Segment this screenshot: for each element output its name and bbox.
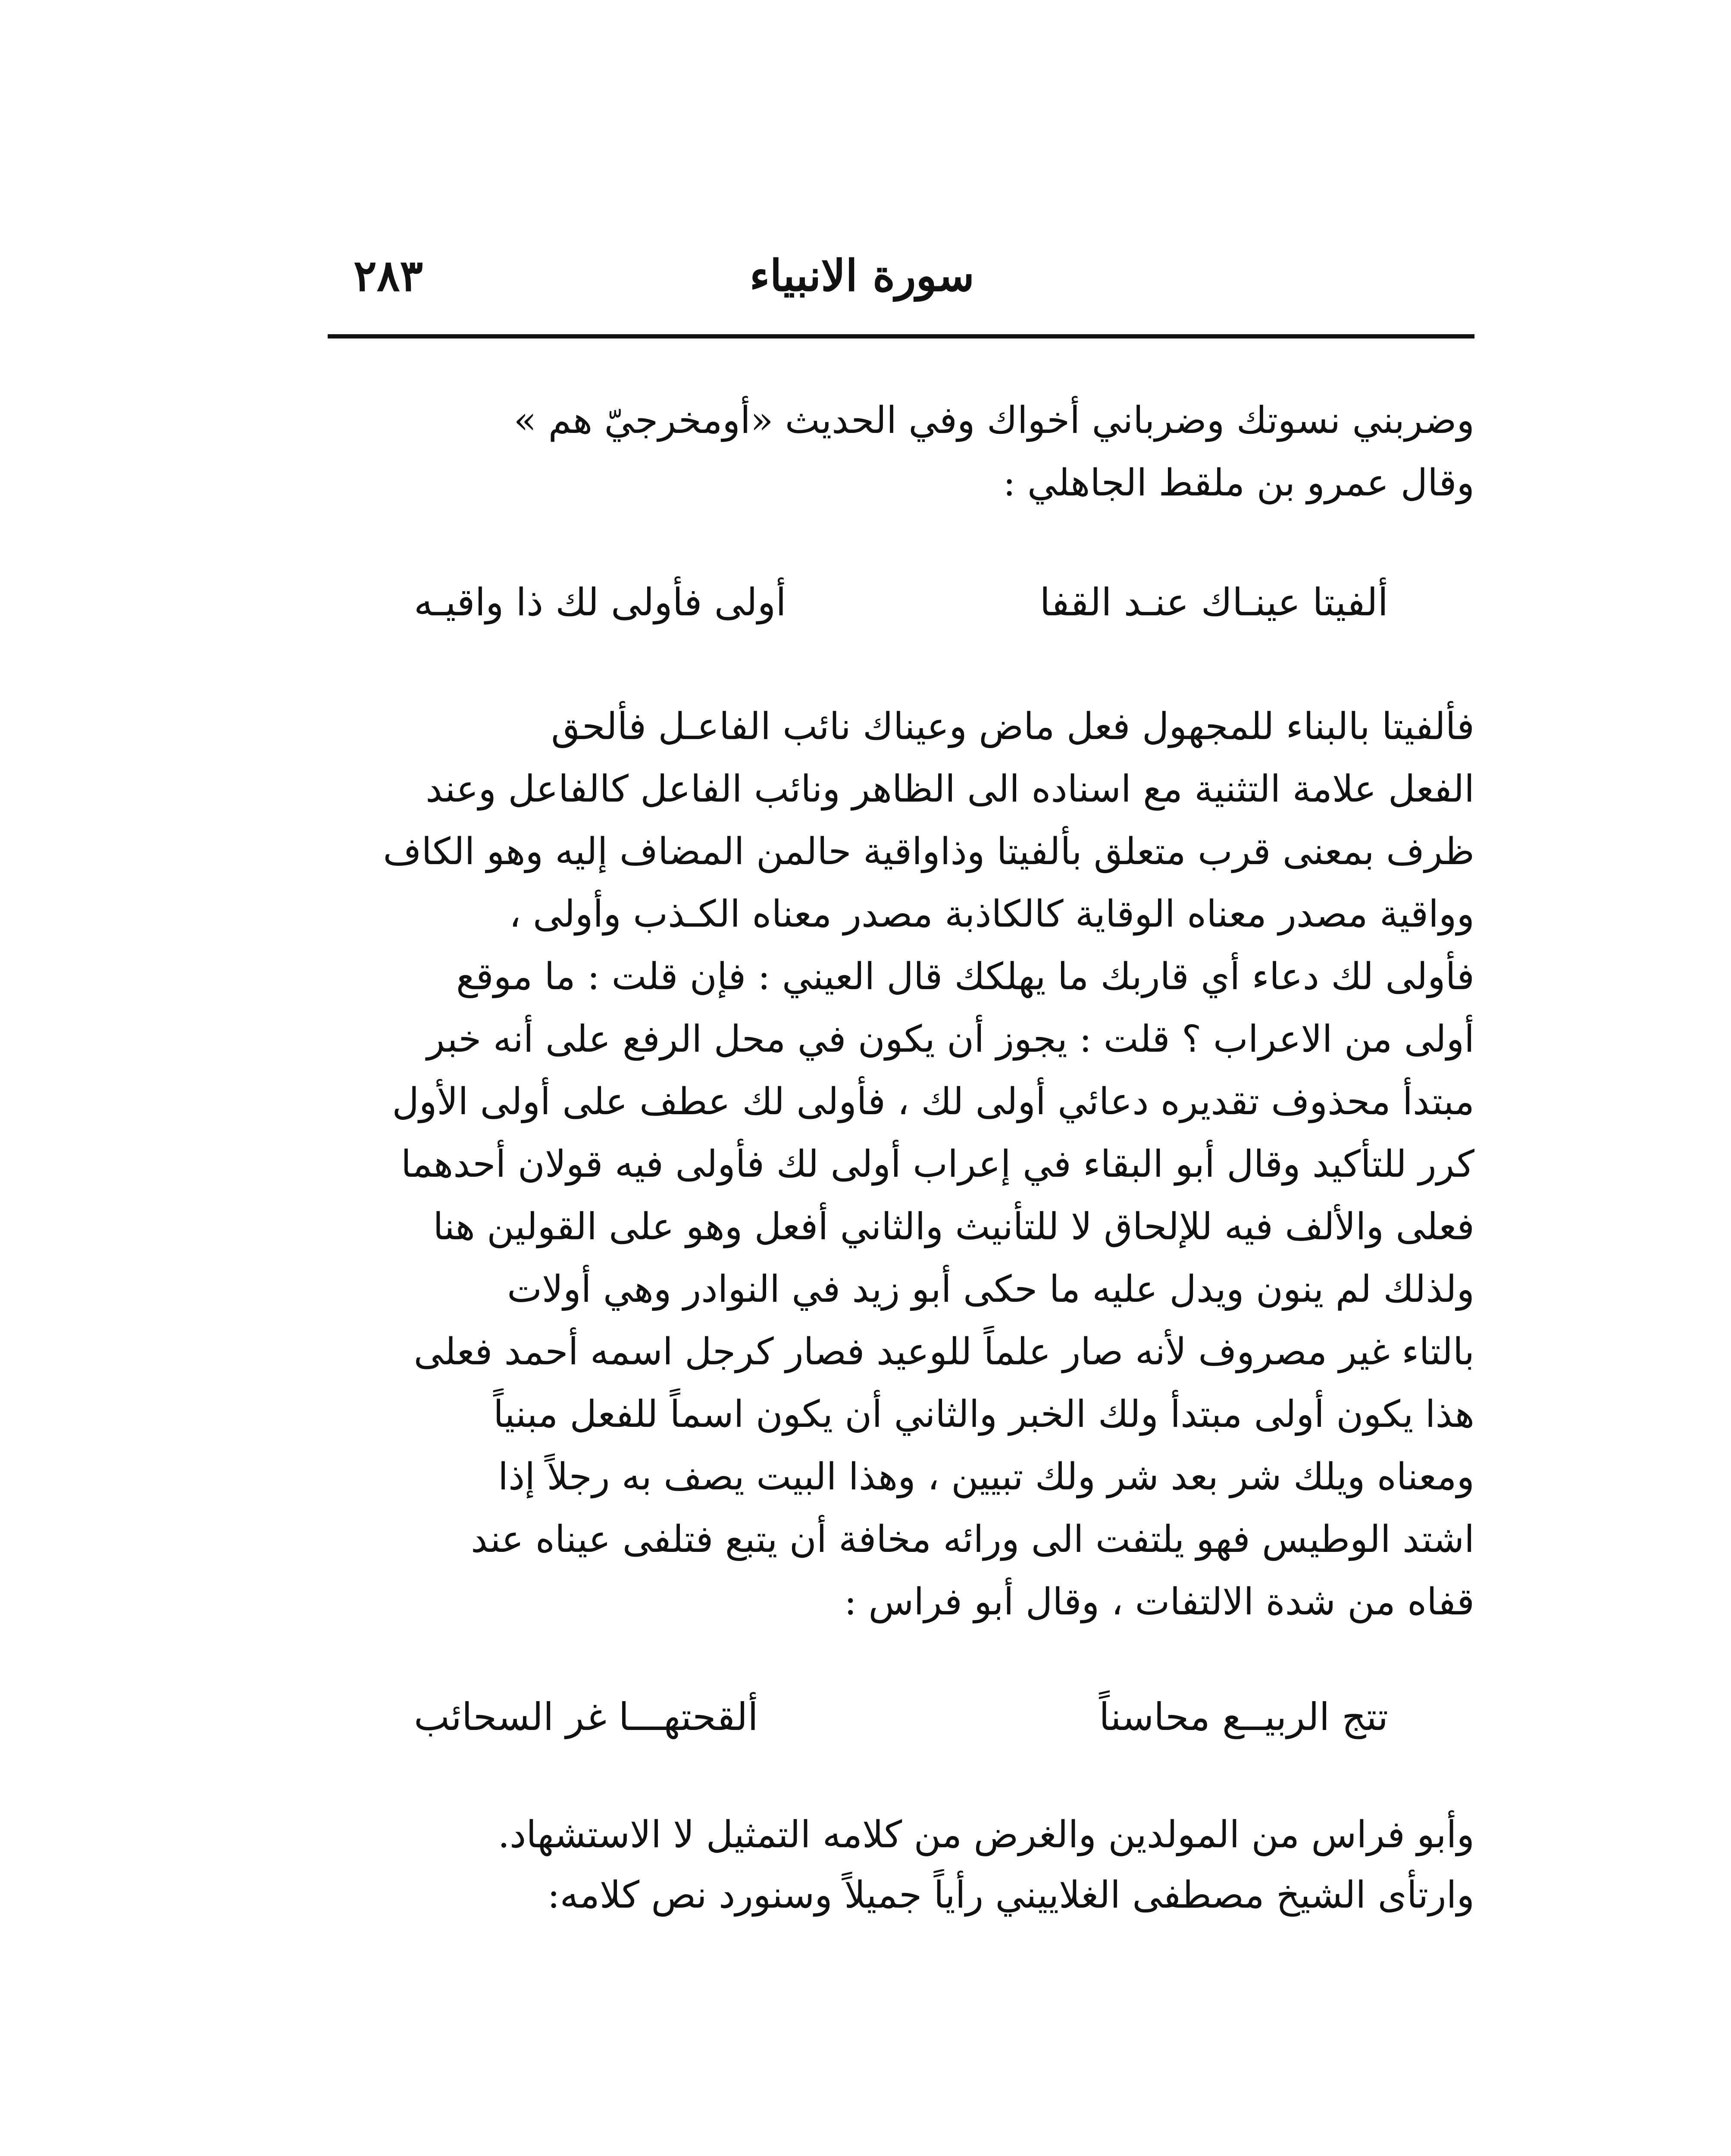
paragraph-line: كرر للتأكيد وقال أبو البقاء في إعراب أولى لك فأولى فيه قولان أحدهما xyxy=(401,1143,1474,1186)
paragraph-line: هذا يكون أولى مبتدأ ولك الخبر والثاني أن يكون اسماً للفعل مبنياً xyxy=(493,1393,1474,1436)
intro-line: وضربني نسوتك وضرباني أخواك وفي الحديث «أومخرجيّ هم » xyxy=(513,399,1474,442)
paragraph-line: فعلى والألف فيه للإلحاق لا للتأنيث والثاني أفعل وهو على القولين هنا xyxy=(433,1205,1474,1248)
verse-2-first-hemistich: تتج الربيــع محاسناً xyxy=(1099,1695,1388,1739)
header-rule xyxy=(328,334,1474,338)
page-number: ٢٨٣ xyxy=(354,250,423,301)
paragraph-line: وواقية مصدر معناه الوقاية كالكاذبة مصدر معناه الكـذب وأولى ، xyxy=(509,893,1474,936)
paragraph-line: أولى من الاعراب ؟ قلت : يجوز أن يكون في محل الرفع على أنه خبر xyxy=(426,1018,1474,1061)
verse-1-first-hemistich: ألفيتا عينـاك عنـد القفا xyxy=(1039,580,1388,624)
paragraph-line: بالتاء غير مصروف لأنه صار علماً للوعيد فصار كرجل اسمه أحمد فعلى xyxy=(413,1330,1474,1373)
surah-title: سورة الانبياء xyxy=(749,250,974,301)
page-header xyxy=(328,241,1474,319)
closing-line: وارتأى الشيخ مصطفى الغلاييني رأياً جميلاً وسنورد نص كلامه: xyxy=(547,1874,1474,1917)
paragraph-line: اشتد الوطيس فهو يلتفت الى ورائه مخافة أن يتبع فتلفى عيناه عند xyxy=(471,1518,1474,1561)
verse-2-second-hemistich: ألقحتهـــا غر السحائب xyxy=(414,1695,758,1739)
paragraph-line: قفاه من شدة الالتفات ، وقال أبو فراس : xyxy=(844,1580,1474,1623)
paragraph-line: ولذلك لم ينون ويدل عليه ما حكى أبو زيد في النوادر وهي أولات xyxy=(507,1268,1474,1311)
paragraph-line: ظرف بمعنى قرب متعلق بألفيتا وذاواقية حالمن المضاف إليه وهو الكاف xyxy=(383,830,1474,873)
paragraph-line: ومعناه ويلك شر بعد شر ولك تبيين ، وهذا البيت يصف به رجلاً إذا xyxy=(498,1455,1474,1498)
paragraph-line: مبتدأ محذوف تقديره دعائي أولى لك ، فأولى لك عطف على أولى الأول xyxy=(392,1080,1474,1123)
verse-2 xyxy=(371,1695,1388,1755)
paragraph-line: الفعل علامة التثنية مع اسناده الى الظاهر ونائب الفاعل كالفاعل وعند xyxy=(426,768,1474,811)
verse-1 xyxy=(371,580,1388,640)
closing-line: وأبو فراس من المولدين والغرض من كلامه التمثيل لا الاستشهاد. xyxy=(498,1813,1474,1856)
paragraph-line: فألفيتا بالبناء للمجهول فعل ماض وعيناك نائب الفاعـل فألحق xyxy=(551,705,1474,748)
paragraph-line: فأولى لك دعاء أي قاربك ما يهلكك قال العيني : فإن قلت : ما موقع xyxy=(456,955,1474,998)
intro-line: وقال عمرو بن ملقط الجاهلي : xyxy=(1003,461,1474,505)
verse-1-second-hemistich: أولى فأولى لك ذا واقيـه xyxy=(414,580,786,624)
